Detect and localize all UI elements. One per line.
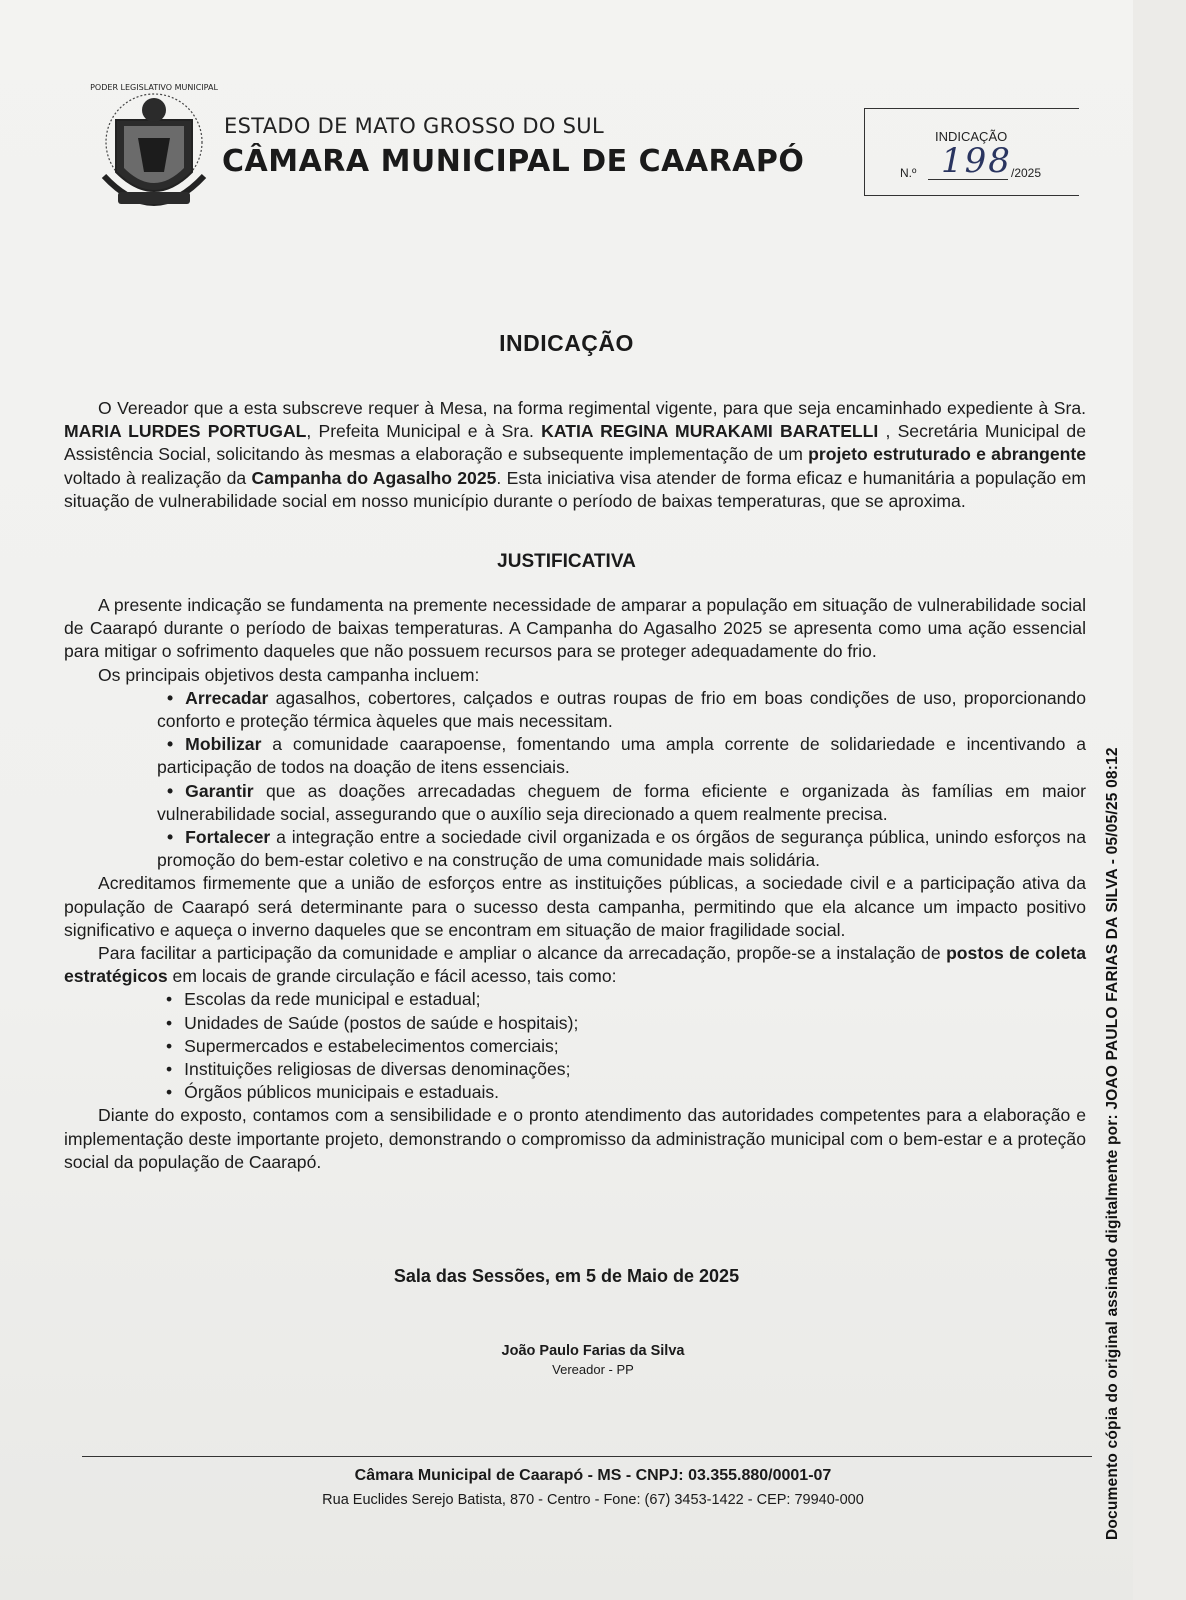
campaign-name: Campanha do Agasalho 2025	[251, 467, 497, 488]
signatory-role: Vereador - PP	[552, 1362, 634, 1377]
intro-text-3: , Secretária Municipal de Assistência Social, solicitando às mesmas a elaboração e subsequente implementação de um	[64, 421, 1086, 465]
locations-list	[64, 988, 1086, 1104]
municipal-seal-logo	[90, 80, 218, 225]
objective-keyword: Garantir	[185, 780, 254, 801]
project-emphasis: projeto estruturado e abrangente	[808, 444, 1087, 465]
state-name: ESTADO DE MATO GROSSO DO SUL	[224, 114, 604, 138]
list-item	[157, 733, 1086, 779]
digital-signature-stamp: Documento cópia do original assinado digitalmente por: JOAO PAULO FARIAS DA SILVA - 05/05/25 08:12	[1104, 747, 1121, 1540]
p4-text: Para facilitar a participação da comunidade e ampliar o alcance da arrecadação, propõe-se a instalação de	[98, 943, 947, 964]
justification-body	[64, 594, 1086, 1174]
footer-address: Rua Euclides Serejo Batista, 870 - Centro - Fone: (67) 3453-1422 - CEP: 79940-000	[322, 1492, 864, 1508]
objective-keyword: Fortalecer	[185, 827, 271, 848]
list-item	[157, 826, 1086, 872]
justification-paragraph-5: Diante do exposto, contamos com a sensibilidade e o pronto atendimento das autoridades competentes para a elaboração e implementação deste importante projeto, demonstrando o compromisso da administração municipal com o bem-estar e a proteção social da população de Caarapó.	[64, 1105, 1086, 1172]
p4-emphasis: postos de coleta estratégicos	[64, 943, 1087, 987]
chamber-name: CÂMARA MUNICIPAL DE CAARAPÓ	[222, 144, 805, 179]
intro-text-1: O Vereador que a esta subscreve requer à Mesa, na forma regimental vigente, para que seja encaminhado expediente à Sra.	[98, 398, 1086, 418]
list-item	[157, 687, 1086, 733]
intro-text-4: voltado à realização da	[64, 467, 252, 488]
svg-text:PODER LEGISLATIVO MUNICIPAL: PODER LEGISLATIVO MUNICIPAL	[90, 83, 218, 92]
list-item: • Unidades de Saúde (postos de saúde e hospitais);	[166, 1012, 1086, 1035]
objective-text: a integração entre a sociedade civil organizada e os órgãos de segurança pública, unindo esforços na promoção do bem-estar coletivo e na construção de uma comunidade mais solidária.	[157, 827, 1086, 871]
objectives-list	[64, 687, 1086, 873]
session-date: Sala das Sessões, em 5 de Maio de 2025	[393, 1266, 740, 1286]
p4-tail: em locais de grande circulação e fácil acesso, tais como:	[167, 966, 617, 987]
list-item: • Supermercados e estabelecimentos comerciais;	[166, 1035, 1086, 1058]
list-item: • Instituições religiosas de diversas denominações;	[166, 1058, 1086, 1081]
objectives-intro: Os principais objetivos desta campanha incluem:	[98, 664, 480, 685]
objective-text: agasalhos, cobertores, calçados e outras roupas de frio em boas condições de uso, proporcionando conforto e proteção térmica àqueles que mais necessitam.	[157, 687, 1086, 732]
objective-text: que as doações arrecadadas cheguem de forma eficiente e organizada às famílias em maior vulnerabilidade social, assegurando que o auxílio seja direcionado a quem realmente precisa.	[157, 780, 1086, 824]
number-prefix: N.º	[900, 166, 917, 180]
intro-text-5: . Esta iniciativa visa atender de forma eficaz e humanitária a população em situação de vulnerabilidade social em nosso município durante o período de baixas temperaturas, que se aproxima.	[64, 467, 1087, 511]
secretary-name: KATIA REGINA MURAKAMI BARATELLI	[541, 421, 879, 442]
document-title: INDICAÇÃO	[499, 330, 634, 356]
list-item: • Órgãos públicos municipais e estaduais.	[166, 1081, 1086, 1104]
objective-keyword: Arrecadar	[185, 687, 269, 708]
handwritten-number: 198	[941, 141, 1012, 181]
list-item: • Escolas da rede municipal e estadual;	[166, 988, 1086, 1011]
footer-divider	[82, 1456, 1092, 1457]
list-item	[157, 780, 1086, 826]
objective-text: a comunidade caarapoense, fomentando uma ampla corrente de solidariedade e incentivando a participação de todos na doação de itens essenciais.	[157, 734, 1086, 778]
number-year: /2025	[1011, 166, 1042, 180]
signatory-name: João Paulo Farias da Silva	[501, 1343, 685, 1359]
intro-paragraph	[64, 397, 1086, 513]
justification-paragraph-3: Acreditamos firmemente que a união de esforços entre as instituições públicas, a sociedade civil e a participação ativa da população de Caarapó será determinante para o sucesso desta campanha, permitindo que ela alcance um impacto positivo significativo e aqueça o inverno daqueles que se encontram em situação de maior fragilidade social.	[64, 873, 1086, 940]
justification-paragraph-1: A presente indicação se fundamenta na premente necessidade de amparar a população em situação de vulnerabilidade social de Caarapó durante o período de baixas temperaturas. A Campanha do Agasalho 2025 se apresenta como uma ação essencial para mitigar o sofrimento daqueles que não possuem recursos para se proteger adequadamente do frio.	[64, 595, 1086, 662]
justification-heading: JUSTIFICATIVA	[497, 551, 636, 572]
indication-number-box	[864, 108, 1079, 196]
justification-paragraph-4	[64, 942, 1086, 988]
mayor-name: MARIA LURDES PORTUGAL	[64, 421, 307, 442]
objective-keyword: Mobilizar	[185, 734, 262, 755]
footer-entity: Câmara Municipal de Caarapó - MS - CNPJ: 03.355.880/0001-07	[354, 1467, 832, 1484]
intro-text-2: , Prefeita Municipal e à Sra.	[306, 421, 542, 442]
number-box-label: INDICAÇÃO	[935, 129, 1008, 144]
